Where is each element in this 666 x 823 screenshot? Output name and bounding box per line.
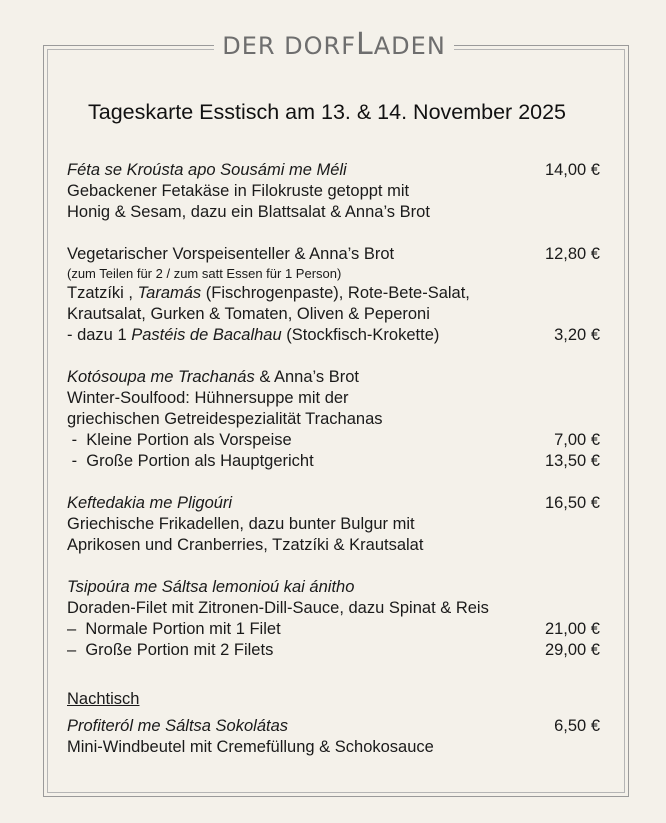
dessert-section xyxy=(67,689,600,758)
menu-item-feta xyxy=(67,160,600,223)
item-note: (zum Teilen für 2 / zum satt Essen für 1 Person) xyxy=(67,266,342,281)
item-price: 12,80 € xyxy=(544,245,600,263)
item-desc: griechischen Getreidespezialität Trachanas xyxy=(67,410,383,428)
item-option: – Normale Portion mit 1 Filet 21,00 € xyxy=(67,620,600,638)
item-desc: Mini-Windbeutel mit Cremefüllung & Schokosauce xyxy=(67,738,434,756)
logo: DER DORFLADEN xyxy=(214,30,454,60)
menu-item-keftedakia xyxy=(67,493,600,556)
menu-item-soup xyxy=(67,367,600,472)
item-price: 14,00 € xyxy=(544,161,600,179)
item-price: 6,50 € xyxy=(554,717,600,735)
item-option: - Große Portion als Hauptgericht 13,50 € xyxy=(67,452,600,470)
item-desc: Doraden-Filet mit Zitronen-Dill-Sauce, dazu Spinat & Reis xyxy=(67,599,489,617)
item-name: Profiteról me Sáltsa Sokolátas xyxy=(67,717,289,735)
item-name: Keftedakia me Pligoúri xyxy=(67,494,233,512)
item-desc: Krautsalat, Gurken & Tomaten, Oliven & Peperoni xyxy=(67,305,430,323)
item-desc: Griechische Frikadellen, dazu bunter Bulgur mit xyxy=(67,515,415,533)
item-price: 16,50 € xyxy=(544,494,600,512)
item-desc: Tzatzíki , Taramás (Fischrogenpaste), Rote-Bete-Salat, xyxy=(67,284,470,302)
item-option: - Kleine Portion als Vorspeise 7,00 € xyxy=(67,431,600,449)
item-name: Vegetarischer Vorspeisenteller & Anna’s Brot xyxy=(67,245,395,263)
item-extra: - dazu 1 Pastéis de Bacalhau (Stockfisch-Krokette) 3,20 € xyxy=(67,326,600,344)
item-desc: Honig & Sesam, dazu ein Blattsalat & Anna’s Brot xyxy=(67,203,430,221)
item-desc: Winter-Soulfood: Hühnersuppe mit der xyxy=(67,389,349,407)
item-name: Féta se Kroústa apo Sousámi me Méli xyxy=(67,161,347,179)
item-price: 3,20 € xyxy=(554,326,600,344)
item-desc: Gebackener Fetakäse in Filokruste getoppt mit xyxy=(67,182,410,200)
item-name: Kotósoupa me Trachanás & Anna’s Brot xyxy=(67,368,359,386)
menu-item-vegetarian xyxy=(67,244,600,346)
item-name: Tsipoúra me Sáltsa lemonioú kai ánitho xyxy=(67,578,355,596)
menu xyxy=(67,160,600,758)
item-option: – Große Portion mit 2 Filets 29,00 € xyxy=(67,641,600,659)
item-desc: Aprikosen und Cranberries, Tzatzíki & Krautsalat xyxy=(67,536,424,554)
page-title: Tageskarte Esstisch am 13. & 14. November 2025 xyxy=(88,100,567,124)
section-heading: Nachtisch xyxy=(67,690,140,708)
menu-item-fish xyxy=(67,577,600,661)
